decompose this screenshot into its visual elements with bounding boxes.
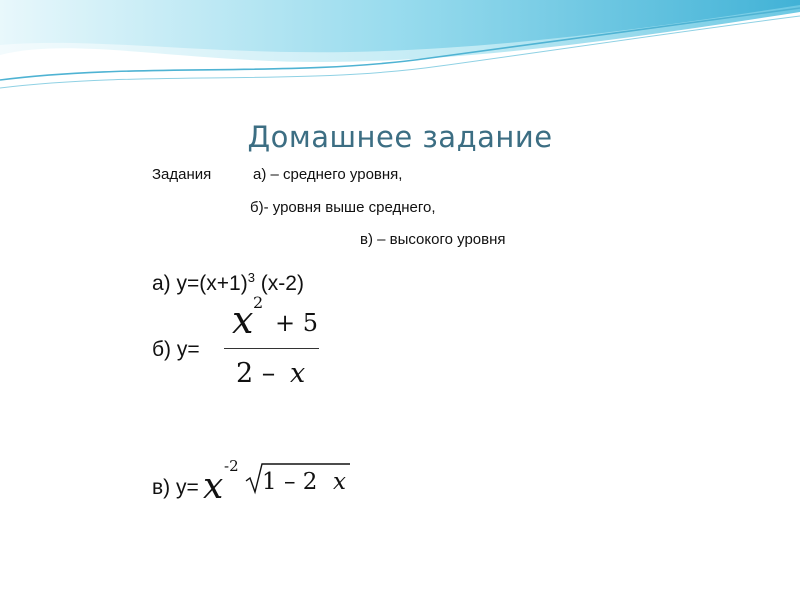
equation-b-lhs: б) y= xyxy=(152,338,200,361)
denominator-const: 2 – xyxy=(236,358,276,389)
equation-a-rhs: (x-2) xyxy=(254,272,304,295)
radicand-var: x xyxy=(333,469,346,495)
base-exponent: -2 xyxy=(224,457,239,475)
numerator-exponent: 2 xyxy=(253,293,264,312)
equation-a-lhs: а) y=(x+1) xyxy=(152,272,248,295)
equation-a-exponent: 3 xyxy=(247,270,255,285)
base-var: x xyxy=(203,466,224,507)
denominator-var: x xyxy=(290,358,306,389)
numerator-var: x xyxy=(232,298,254,342)
fraction-bar xyxy=(224,348,319,349)
task-level-c: в) – высокого уровня xyxy=(360,231,506,248)
tasks-label: Задания xyxy=(152,166,212,183)
decorative-wave-banner xyxy=(0,0,800,110)
slide-title: Домашнее задание xyxy=(247,120,553,154)
numerator-rest: + 5 xyxy=(275,309,319,337)
task-level-b: б)- уровня выше среднего, xyxy=(250,199,436,216)
radicand-const: 1 – 2 xyxy=(262,469,318,495)
equation-a xyxy=(152,270,304,296)
equation-c-lhs: в) y= xyxy=(152,476,199,499)
task-level-a: а) – среднего уровня, xyxy=(253,166,403,183)
